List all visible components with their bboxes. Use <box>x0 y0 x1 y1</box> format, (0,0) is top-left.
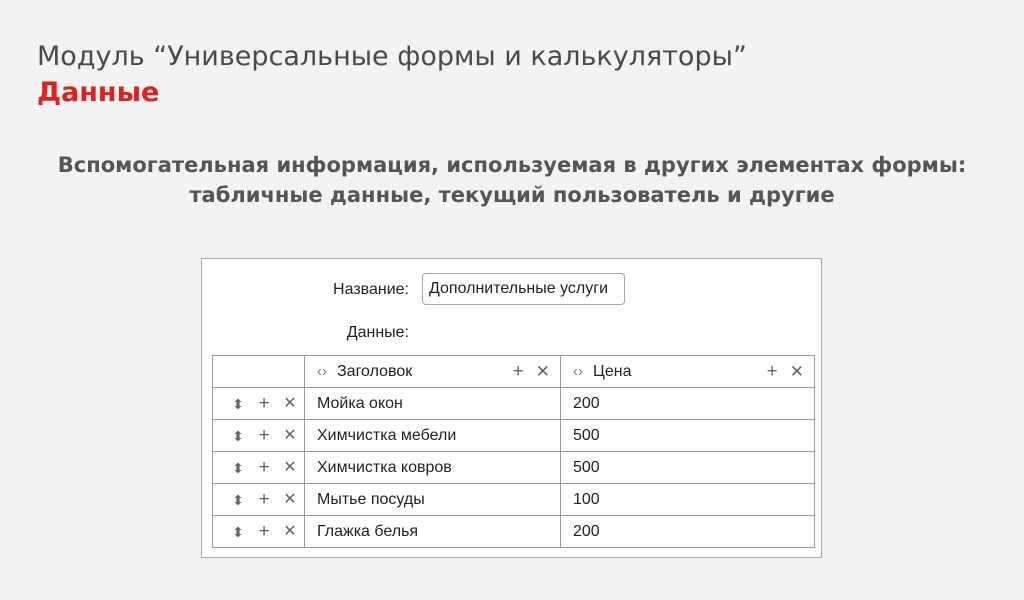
data-label: Данные: <box>346 324 409 341</box>
cell-price[interactable]: 100 <box>561 484 815 516</box>
cell-title[interactable]: Химчистка ковров <box>305 452 561 484</box>
delete-row-button[interactable]: ✕ <box>283 458 297 476</box>
cell-title[interactable]: Мойка окон <box>305 388 561 420</box>
description-line-2: табличные данные, текущий пользователь и другие <box>189 183 835 207</box>
reorder-handle-icon[interactable]: ⬍ <box>232 395 244 412</box>
reorder-handle-icon[interactable]: ⬍ <box>232 491 244 508</box>
column-title-label[interactable]: Заголовок <box>337 362 413 380</box>
table-row <box>213 388 815 420</box>
delete-row-button[interactable]: ✕ <box>283 490 297 508</box>
row-controls <box>213 388 305 420</box>
column-header-price <box>561 356 815 388</box>
delete-row-button[interactable]: ✕ <box>283 394 297 412</box>
add-row-button[interactable]: + <box>258 457 270 478</box>
add-row-button[interactable]: + <box>258 393 270 414</box>
delete-column-button[interactable]: ✕ <box>535 362 550 381</box>
cell-price[interactable]: 500 <box>561 452 815 484</box>
form-panel <box>201 258 822 558</box>
cell-title[interactable]: Химчистка мебели <box>305 420 561 452</box>
cell-price[interactable]: 200 <box>561 388 815 420</box>
add-column-button[interactable]: + <box>766 361 778 382</box>
table-row <box>213 516 815 548</box>
cell-title[interactable]: Мытье посуды <box>305 484 561 516</box>
reorder-handle-icon[interactable]: ⬍ <box>232 427 244 444</box>
reorder-handle-icon[interactable]: ⬍ <box>232 459 244 476</box>
description-line-1: Вспомогательная информация, используемая в других элементах формы: <box>57 153 967 177</box>
controls-header-cell <box>213 356 305 388</box>
add-row-button[interactable]: + <box>258 521 270 542</box>
table-row <box>213 452 815 484</box>
row-controls <box>213 484 305 516</box>
reorder-handle-icon[interactable]: ⬍ <box>232 523 244 540</box>
code-brackets-icon[interactable]: ‹› <box>573 363 583 380</box>
cell-title[interactable]: Глажка белья <box>305 516 561 548</box>
delete-column-button[interactable]: ✕ <box>789 362 804 381</box>
delete-row-button[interactable]: ✕ <box>283 426 297 444</box>
add-row-button[interactable]: + <box>258 425 270 446</box>
row-controls <box>213 420 305 452</box>
name-input[interactable] <box>422 273 625 305</box>
table-header-row <box>213 356 815 388</box>
column-header-title <box>305 356 561 388</box>
column-price-label[interactable]: Цена <box>593 362 632 380</box>
name-label: Название: <box>333 281 409 298</box>
delete-row-button[interactable]: ✕ <box>283 522 297 540</box>
data-table <box>212 355 815 548</box>
code-brackets-icon[interactable]: ‹› <box>317 363 327 380</box>
description <box>0 150 1024 210</box>
slide-title: Модуль “Универсальные формы и калькуляторы” <box>37 41 747 72</box>
add-row-button[interactable]: + <box>258 489 270 510</box>
cell-price[interactable]: 200 <box>561 516 815 548</box>
row-controls <box>213 452 305 484</box>
slide-subtitle: Данные <box>37 77 160 108</box>
add-column-button[interactable]: + <box>512 361 524 382</box>
row-controls <box>213 516 305 548</box>
table-row <box>213 484 815 516</box>
cell-price[interactable]: 500 <box>561 420 815 452</box>
table-row <box>213 420 815 452</box>
